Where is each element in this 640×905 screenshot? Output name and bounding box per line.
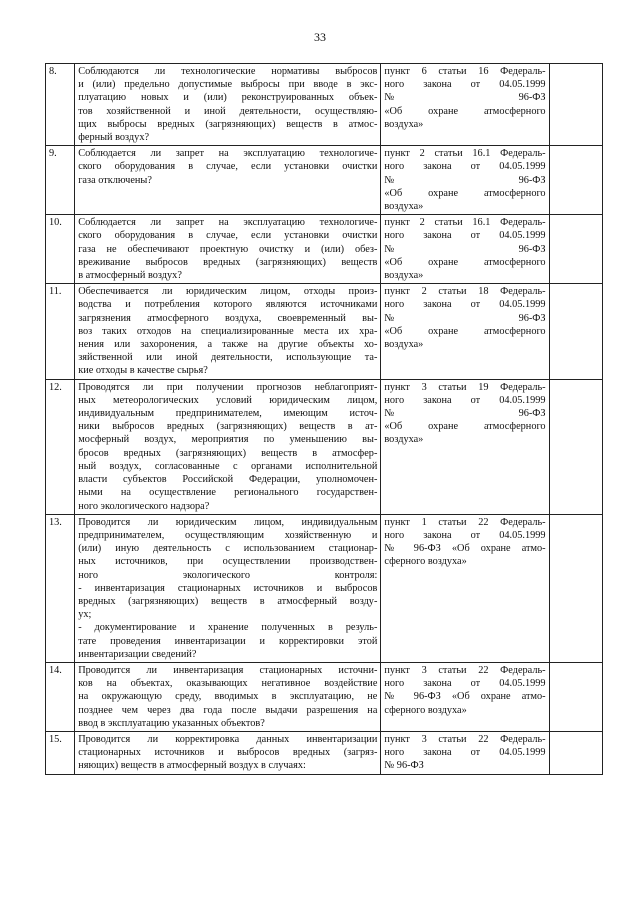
reference-line: ного закона от 04.05.1999: [384, 678, 546, 690]
table-row: [46, 662, 603, 731]
table-row: [46, 379, 603, 514]
table-row: [46, 64, 603, 146]
question-line: Обеспечивается ли юридическим лицом, отходы произ-: [78, 286, 378, 298]
requirement-question: [75, 731, 381, 774]
question-line: плуатацию новых и (или) реконструированных объек-: [78, 92, 378, 104]
question-line: и (или) предельно допустимые выбросы при вводе в экс-: [78, 79, 378, 91]
reference-line: «Об охране атмосферного: [384, 256, 546, 268]
question-line: загрязнения атмосферного воздуха, своевременный вы-: [78, 312, 378, 324]
question-line: Проводится ли корректировка данных инвентаризации: [78, 733, 378, 745]
question-line: ными на осуществление регионального государствен-: [78, 487, 378, 499]
answer-cell: [549, 731, 602, 774]
requirements-table: [45, 63, 603, 775]
answer-cell: [549, 662, 602, 731]
table-row: [46, 284, 603, 379]
question-line: тов хозяйственной и иной деятельности, осуществляю-: [78, 105, 378, 117]
reference-line: воздуха»: [384, 270, 424, 282]
reference-line: № 96-ФЗ: [384, 92, 546, 104]
requirement-question: [75, 146, 381, 215]
question-line: - инвентаризация стационарных источников и выбросов: [78, 582, 378, 594]
question-line: Соблюдаются ли технологические нормативы выбросов: [78, 66, 378, 77]
question-line: вреживание выбросов вредных (загрязняющих) веществ: [78, 256, 378, 268]
reference-line: № 96-ФЗ «Об охране атмо-: [384, 543, 546, 555]
question-line: Проводится ли инвентаризация стационарных источни-: [78, 664, 378, 676]
question-line: ков на объектах, оказывающих негативное воздействие: [78, 678, 378, 690]
reference-line: № 96-ФЗ: [384, 760, 424, 772]
reference-line: № 96-ФЗ: [384, 408, 546, 420]
table-row: [46, 731, 603, 774]
reference-line: «Об охране атмосферного: [384, 105, 546, 117]
reference-line: пункт 3 статьи 19 Федераль-: [384, 381, 546, 393]
reference-line: воздуха»: [384, 201, 424, 213]
reference-line: № 96-ФЗ: [384, 174, 546, 186]
reference-line: «Об охране атмосферного: [384, 325, 546, 337]
requirement-question: [75, 64, 381, 146]
row-number: 11.: [46, 284, 75, 379]
row-number: 8.: [46, 64, 75, 146]
reference-line: воздуха»: [384, 434, 424, 446]
question-line: няющих) веществ в атмосферный воздух в случаях:: [78, 760, 306, 772]
row-number: 10.: [46, 215, 75, 284]
legal-reference: [381, 514, 549, 662]
reference-line: сферного воздуха»: [384, 556, 467, 568]
row-number: 13.: [46, 514, 75, 662]
requirement-question: [75, 662, 381, 731]
question-line: ного экологического контроля:: [78, 569, 378, 581]
table-row: [46, 215, 603, 284]
reference-line: пункт 3 статьи 22 Федераль-: [384, 733, 546, 745]
reference-line: ного закона от 04.05.1999: [384, 299, 546, 311]
answer-cell: [549, 146, 602, 215]
answer-cell: [549, 284, 602, 379]
answer-cell: [549, 64, 602, 146]
question-line: ввод в эксплуатацию указанных объектов?: [78, 717, 265, 729]
question-line: - документирование и хранение полученных в резуль-: [78, 622, 378, 634]
table-row: [46, 514, 603, 662]
reference-line: воздуха»: [384, 118, 424, 130]
reference-line: пункт 2 статьи 18 Федераль-: [384, 286, 546, 298]
question-line: предпринимателем, осуществляющим хозяйственную и: [78, 529, 378, 541]
row-number: 12.: [46, 379, 75, 514]
question-line: ных источников, при осуществлении производствен-: [78, 556, 378, 568]
question-line: газа отключены?: [78, 174, 152, 186]
reference-line: пункт 3 статьи 22 Федераль-: [384, 664, 546, 676]
legal-reference: [381, 215, 549, 284]
reference-line: ного закона от 04.05.1999: [384, 394, 546, 406]
row-number: 14.: [46, 662, 75, 731]
requirement-question: [75, 379, 381, 514]
question-line: тате проведения инвентаризации и корректировки этой: [78, 635, 378, 647]
legal-reference: [381, 379, 549, 514]
question-line: позднее чем через два года после выдачи разрешения на: [78, 704, 378, 716]
requirement-question: [75, 215, 381, 284]
question-line: Соблюдается ли запрет на эксплуатацию технологиче-: [78, 217, 378, 229]
question-line: ского оборудования в случае, если установки очистки: [78, 161, 378, 173]
question-line: инвентаризации сведений?: [78, 648, 197, 660]
reference-line: № 96-ФЗ: [384, 312, 546, 324]
reference-line: «Об охране атмосферного: [384, 187, 546, 199]
question-line: вредных (загрязняющих) веществ в атмосферный возду-: [78, 595, 378, 607]
question-line: зяйственной или иной деятельности, использующие та-: [78, 352, 378, 364]
question-line: водства и потребления которого являются источниками: [78, 299, 378, 311]
question-line: ского оборудования в случае, если установки очистки: [78, 230, 378, 242]
question-line: в атмосферный воздух?: [78, 270, 182, 282]
page-number: 33: [314, 30, 326, 44]
row-number: 9.: [46, 146, 75, 215]
legal-reference: [381, 284, 549, 379]
question-line: власти субъектов Российской Федерации, уполномочен-: [78, 474, 378, 486]
question-line: нения или захоронения, а также на другие объекты хо-: [78, 339, 378, 351]
reference-line: сферного воздуха»: [384, 704, 467, 716]
question-line: Соблюдается ли запрет на эксплуатацию технологиче-: [78, 148, 378, 160]
answer-cell: [549, 379, 602, 514]
reference-line: воздуха»: [384, 339, 424, 351]
question-line: индивидуальным предпринимателем, имеющим источ-: [78, 408, 378, 420]
legal-reference: [381, 662, 549, 731]
legal-reference: [381, 146, 549, 215]
reference-line: ного закона от 04.05.1999: [384, 747, 546, 759]
question-line: кие отходы в качестве сырья?: [78, 365, 208, 377]
requirements-table-body: [46, 64, 603, 775]
reference-line: № 96-ФЗ «Об охране атмо-: [384, 691, 546, 703]
reference-line: № 96-ФЗ: [384, 243, 546, 255]
question-line: Проводится ли юридическим лицом, индивидуальным: [78, 516, 378, 528]
question-line: ный воздух, согласованные с органами исполнительной: [78, 460, 378, 472]
answer-cell: [549, 514, 602, 662]
legal-reference: [381, 64, 549, 146]
question-line: ного экологического надзора?: [78, 500, 210, 512]
requirement-question: [75, 284, 381, 379]
answer-cell: [549, 215, 602, 284]
question-line: мосферный воздух, мероприятия по уменьшению вы-: [78, 434, 378, 446]
reference-line: пункт 2 статьи 16.1 Федераль-: [384, 217, 546, 229]
question-line: ных метеорологических условий юридическим лицом,: [78, 394, 378, 406]
question-line: газа не обеспечивают проектную очистку и (или) обез-: [78, 243, 378, 255]
question-line: ники выбросов вредных (загрязняющих) веществ в ат-: [78, 421, 378, 433]
requirement-question: [75, 514, 381, 662]
question-line: ферный воздух?: [78, 132, 150, 144]
reference-line: пункт 6 статьи 16 Федераль-: [384, 66, 546, 77]
question-line: воз таких отходов на специализированные места их хра-: [78, 325, 378, 337]
question-line: (или) иную деятельность с использованием стационар-: [78, 543, 378, 555]
question-line: на окружающую среду, вводимых в эксплуатацию, не: [78, 691, 378, 703]
reference-line: ного закона от 04.05.1999: [384, 79, 546, 91]
question-line: ух;: [78, 609, 92, 621]
question-line: Проводятся ли при получении прогнозов неблагоприят-: [78, 381, 378, 393]
reference-line: ного закона от 04.05.1999: [384, 230, 546, 242]
reference-line: пункт 2 статьи 16.1 Федераль-: [384, 148, 546, 160]
reference-line: ного закона от 04.05.1999: [384, 161, 546, 173]
reference-line: ного закона от 04.05.1999: [384, 529, 546, 541]
question-line: стационарных источников и выбросов вредных (загряз-: [78, 747, 378, 759]
table-row: [46, 146, 603, 215]
question-line: щих выбросы вредных (загрязняющих) веществ в атмос-: [78, 118, 378, 130]
reference-line: «Об охране атмосферного: [384, 421, 546, 433]
row-number: 15.: [46, 731, 75, 774]
reference-line: пункт 1 статьи 22 Федераль-: [384, 516, 546, 528]
question-line: бросов вредных (загрязняющих) веществ в атмосфер-: [78, 447, 378, 459]
legal-reference: [381, 731, 549, 774]
